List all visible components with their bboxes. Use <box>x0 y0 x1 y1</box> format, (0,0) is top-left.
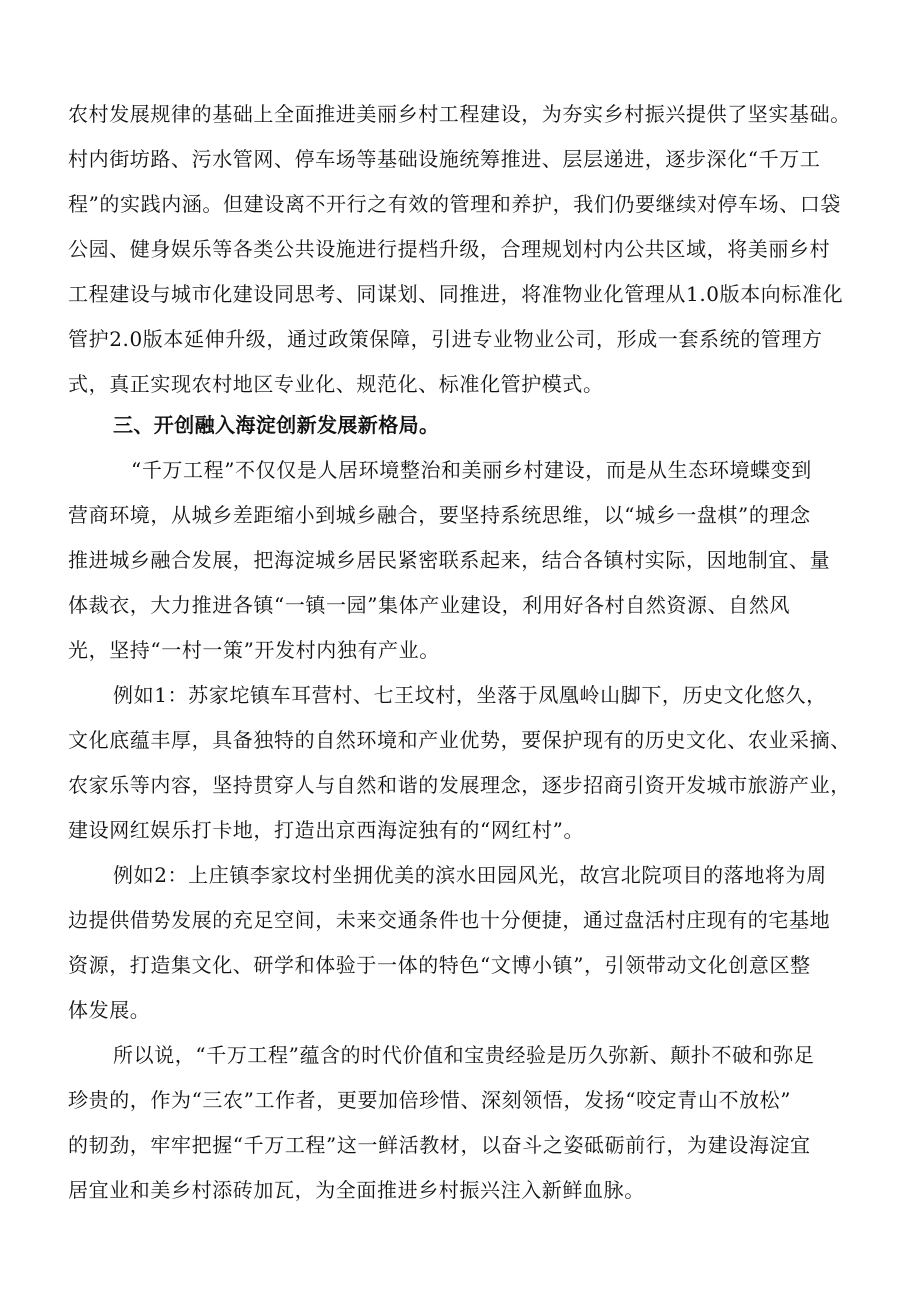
text-line: 农家乐等内容，坚持贯穿人与自然和谐的发展理念，逐步招商引资开发城市旅游产业， <box>68 773 851 797</box>
text-line: “千万工程”不仅仅是人居环境整治和美丽乡村建设，而是从生态环境蝶变到 <box>131 458 812 482</box>
text-line: 体发展。 <box>68 998 151 1022</box>
text-line: 公园、健身娱乐等各类公共设施进行提档升级，合理规划村内公共区域，将美丽乡村 <box>68 237 831 261</box>
text-line: 农村发展规律的基础上全面推进美丽乡村工程建设，为夯实乡村振兴提供了坚实基础。 <box>68 102 851 126</box>
text-line: 例如1：苏家坨镇车耳营村、七王坟村，坐落于凤凰岭山脚下，历史文化悠久， <box>113 683 827 707</box>
text-line: 建设网红娱乐打卡地，打造出京西海淀独有的“网红村”。 <box>68 818 585 842</box>
text-line: 居宜业和美乡村添砖加瓦，为全面推进乡村振兴注入新鲜血脉。 <box>68 1178 645 1202</box>
text-line: 文化底蕴丰厚，具备独特的自然环境和产业优势，要保护现有的历史文化、农业采摘、 <box>68 728 851 752</box>
text-line: 村内街坊路、污水管网、停车场等基础设施统筹推进、层层递进，逐步深化“千万工 <box>68 147 821 171</box>
text-line: 程”的实践内涵。但建设离不开行之有效的管理和养护，我们仍要继续对停车场、口袋 <box>68 192 842 216</box>
text-line: 珍贵的，作为“三农”工作者，更要加倍珍惜、深刻领悟，发扬“咬定青山不放松” <box>68 1088 792 1112</box>
text-line: 所以说，“千万工程”蕴含的时代价值和宝贵经验是历久弥新、颠扑不破和弥足 <box>113 1043 815 1067</box>
text-line: 资源，打造集文化、研学和体验于一体的特色“文博小镇”，引领带动文化创意区整 <box>68 953 811 977</box>
text-line: 体裁衣，大力推进各镇“一镇一园”集体产业建设，利用好各村自然资源、自然风 <box>68 593 791 617</box>
text-line: 例如2：上庄镇李家坟村坐拥优美的滨水田园风光，故宫北院项目的落地将为周 <box>113 863 827 887</box>
section-heading: 三、开创融入海淀创新发展新格局。 <box>113 413 440 437</box>
text-line: 的韧劲，牢牢把握“千万工程”这一鲜活教材，以奋斗之姿砥砺前行，为建设海淀宜 <box>68 1133 811 1157</box>
text-line: 推进城乡融合发展，把海淀城乡居民紧密联系起来，结合各镇村实际，因地制宜、量 <box>68 548 831 572</box>
text-line: 营商环境，从城乡差距缩小到城乡融合，要坚持系统思维，以“城乡一盘棋”的理念 <box>68 503 811 527</box>
text-line: 管护2.0版本延伸升级，通过政策保障，引进专业物业公司，形成一套系统的管理方 <box>68 327 823 351</box>
text-line: 式，真正实现农村地区专业化、规范化、标准化管护模式。 <box>68 372 604 396</box>
text-line: 边提供借势发展的充足空间，未来交通条件也十分便捷，通过盘活村庄现有的宅基地 <box>68 908 831 932</box>
text-line: 光，坚持“一村一策”开发村内独有产业。 <box>68 638 440 662</box>
text-line: 工程建设与城市化建设同思考、同谋划、同推进，将准物业化管理从1.0版本向标准化 <box>68 282 844 306</box>
